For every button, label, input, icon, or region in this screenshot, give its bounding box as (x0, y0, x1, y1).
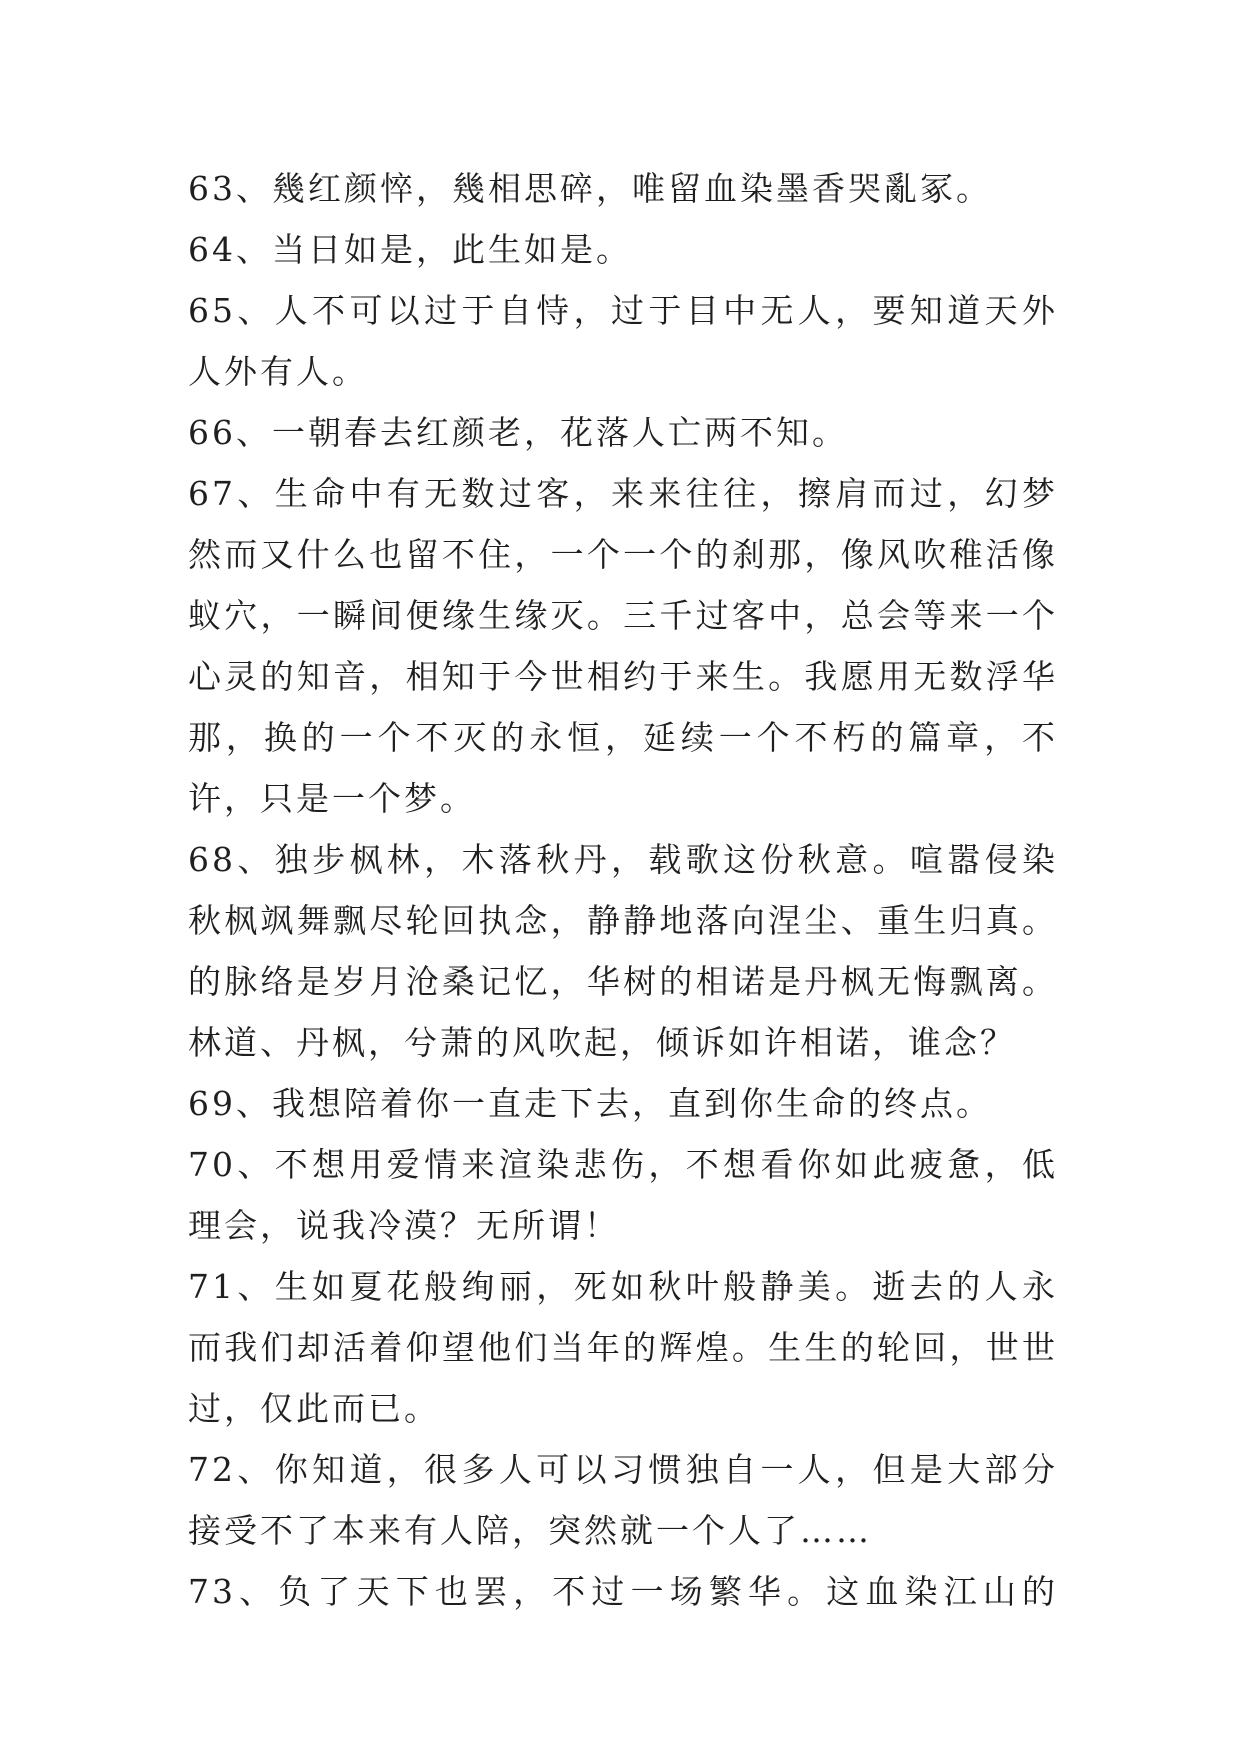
text-line: 林道、丹枫，兮萧的风吹起，倾诉如许相诺，谁念？ (188, 1023, 1016, 1062)
text-line: 然而又什么也留不住，一个一个的刹那，像风吹稚活像 (188, 535, 1058, 574)
text-line: 许，只是一个梦。 (188, 779, 476, 818)
document-body (188, 158, 1058, 1622)
text-line: 64、当日如是，此生如是。 (188, 230, 632, 269)
text-line: 理会，说我冷漠？无所谓！ (188, 1206, 620, 1245)
text-line: 心灵的知音，相知于今世相约于来生。我愿用无数浮华 (188, 657, 1058, 696)
text-line: 65、人不可以过于自恃，过于目中无人，要知道天外 (188, 291, 1058, 330)
text-line: 接受不了本来有人陪，突然就一个人了…… (188, 1511, 872, 1550)
text-line: 66、一朝春去红颜老，花落人亡两不知。 (188, 413, 848, 452)
text-line: 蚁穴，一瞬间便缘生缘灭。三千过客中，总会等来一个 (188, 596, 1058, 635)
text-line: 70、不想用爱情来渲染悲伤，不想看你如此疲惫，低 (188, 1145, 1058, 1184)
text-line: 67、生命中有无数过客，来来往往，擦肩而过，幻梦 (188, 474, 1058, 513)
text-line: 而我们却活着仰望他们当年的辉煌。生生的轮回，世世 (188, 1328, 1058, 1367)
text-line: 68、独步枫林，木落秋丹，载歌这份秋意。喧嚣侵染 (188, 840, 1058, 879)
text-line: 72、你知道，很多人可以习惯独自一人，但是大部分 (188, 1450, 1058, 1489)
text-line: 63、幾红颜悴，幾相思碎，唯留血染墨香哭亂冢。 (188, 169, 992, 208)
text-line: 71、生如夏花般绚丽，死如秋叶般静美。逝去的人永 (188, 1267, 1058, 1306)
text-line: 的脉络是岁月沧桑记忆，华树的相诺是丹枫无悔飘离。 (188, 962, 1058, 1001)
text-line: 过，仅此而已。 (188, 1389, 440, 1428)
text-line: 那，换的一个不灭的永恒，延续一个不朽的篇章，不 (188, 718, 1058, 757)
text-line: 人外有人。 (188, 352, 368, 391)
text-line: 秋枫飒舞飘尽轮回执念，静静地落向涅尘、重生归真。 (188, 901, 1058, 940)
text-line: 73、负了天下也罢，不过一场繁华。这血染江山的 (188, 1572, 1058, 1611)
text-line: 69、我想陪着你一直走下去，直到你生命的终点。 (188, 1084, 992, 1123)
